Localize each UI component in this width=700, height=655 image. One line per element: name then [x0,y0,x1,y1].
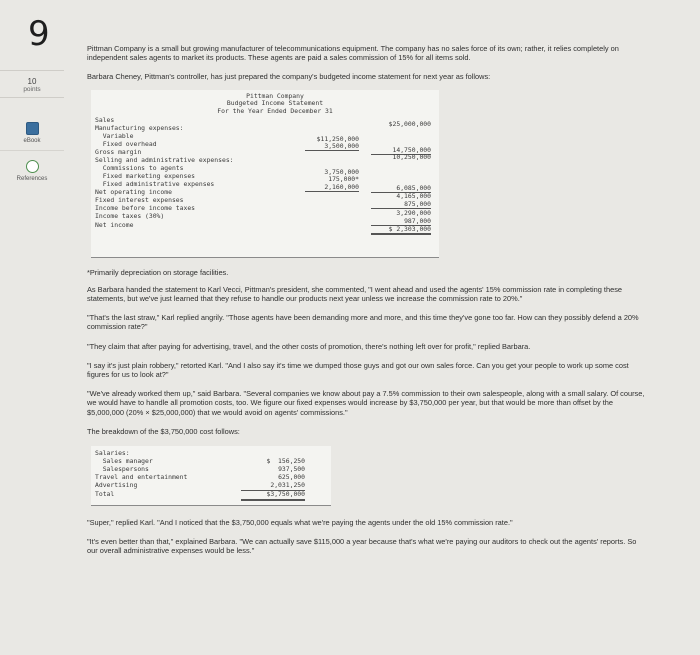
references-icon [26,160,39,173]
row-value-commissions: 3,750,000 [324,167,359,176]
footnote: *Primarily depreciation on storage facilities. [87,267,229,277]
brk-value-salespersons: 937,500 [278,465,305,474]
row-label-commissions: Commissions to agents [95,163,184,172]
paragraph-karl-reply: "That's the last straw," Karl replied angrily. "Those agents have been demanding more and more, and this time they've gone too far. How can they possibly defend a 20% commission rate?" [87,313,639,332]
ebook-label: eBook [23,138,41,144]
brk-label-salespersons: Salespersons [95,465,149,474]
references-label: References [16,176,48,182]
row-value-sales: $25,000,000 [388,119,431,128]
question-number: 9 [28,14,50,54]
points-box [0,70,64,98]
row-value-taxes: 987,000 [371,218,431,227]
brk-value-travel: 625,000 [278,473,305,482]
row-total-mfg: 14,750,000 [371,147,431,156]
book-icon [26,122,39,135]
row-label-before-tax: Income before income taxes [95,203,196,212]
row-value-before-tax: 3,290,000 [396,208,431,217]
row-label-fixed-overhead: Fixed overhead [95,139,157,148]
points-label: points [23,86,41,93]
row-label-net-income: Net income [95,220,134,229]
brk-label-advertising: Advertising [95,481,138,490]
brk-value-total: $3,750,000 [241,491,305,501]
income-statement-table [91,90,439,258]
intro-paragraph: Pittman Company is a small but growing manufacturer of telecommunications equipment. The company has no sales force of its own; rather, it relies completely on independent sales agents to market its products. These agents are paid a sales commission of 15% for all items sold. [87,44,619,63]
row-value-gross: 10,250,000 [392,152,431,161]
row-value-fixed-interest: 875,000 [371,201,431,210]
references-button[interactable] [0,160,64,182]
brk-label-salaries: Salaries: [95,449,130,458]
paragraph-breakdown-intro: The breakdown of the $3,750,000 cost follows: [87,426,240,436]
row-label-fixed-interest: Fixed interest expenses [95,195,184,204]
sidebar-divider [0,150,64,151]
brk-label-sales-manager: Sales manager [95,457,153,466]
brk-label-total: Total [95,490,115,499]
row-label-mfg: Manufacturing expenses: [95,123,184,132]
row-label-variable: Variable [95,131,134,140]
question-content [87,44,647,566]
paragraph-barbara-commission: As Barbara handed the statement to Karl Vecci, Pittman's president, she commented, "I went ahead and used the agents' 15% commission rate in completing these statements, but we've just learned that they refuse to handle our products next year unless we increase the commission rate to 20%." [87,284,622,304]
points-value: 10 [27,77,37,86]
paragraph-karl-super: "Super," replied Karl. "And I noticed that the $3,750,000 equals what we're paying the agents under the old 15% commission rate." [87,518,513,528]
row-value-fixed-marketing: 175,000* [328,174,359,183]
row-label-taxes: Income taxes (30%) [95,211,165,220]
row-value-variable: $11,250,000 [316,134,359,143]
row-value-fixed-overhead: 3,500,000 [305,143,359,152]
brk-label-travel: Travel and entertainment [95,473,188,482]
row-label-net-operating: Net operating income [95,187,172,196]
paragraph-barbara-claim: "They claim that after paying for advertising, travel, and the other costs of promotion, there's nothing left over for profit," replied Barbara. [87,341,531,351]
brk-value-advertising: 2,031,250 [241,482,305,491]
row-value-net-operating: 4,165,000 [396,191,431,200]
row-label-sales: Sales [95,115,115,124]
statement-title-period: For the Year Ended December 31 [217,106,333,115]
row-value-net-income: $ 2,303,000 [371,226,431,236]
statement-title-type: Budgeted Income Statement [226,99,324,108]
paragraph-barbara-savings: "It's even better than that," explained Barbara. "We can actually save $115,000 a year because that's what we're paying our auditors to check out the agents' reports. So our overall administrative expenses would be less." [87,537,637,556]
controller-paragraph: Barbara Cheney, Pittman's controller, has just prepared the company's budgeted income statement for next year as follows: [87,72,491,82]
paragraph-barbara-figures: "We've already worked them up," said Barbara. "Several companies we know about pay a 7.5% commission to their own salespeople, along with a small salary. Of course, we would have to handle all promotion costs, too. We figure our fixed expenses would increase by $3,750,000 per year, but that would be more than offset by the $5,000,000 (20% × $25,000,000) that we would avoid on agents' commissions." [87,389,645,417]
row-label-fixed-admin: Fixed administrative expenses [95,179,215,188]
row-label-fixed-marketing: Fixed marketing expenses [95,171,196,180]
ebook-button[interactable] [0,122,64,144]
statement-title-company: Pittman Company [246,91,304,100]
brk-value-sales-manager: $ 156,250 [266,457,305,466]
paragraph-karl-robbery: "I say it's just plain robbery," retorted Karl. "And I also say it's time we dumped those guys and got our own sales force. Can you get your people to work up some cost figures for us to look at?" [87,360,629,380]
row-label-gross: Gross margin [95,147,142,156]
row-total-sga: 6,085,000 [371,185,431,194]
cost-breakdown-table [91,446,331,506]
row-value-fixed-admin: 2,160,000 [305,184,359,193]
row-label-sga: Selling and administrative expenses: [95,155,234,164]
